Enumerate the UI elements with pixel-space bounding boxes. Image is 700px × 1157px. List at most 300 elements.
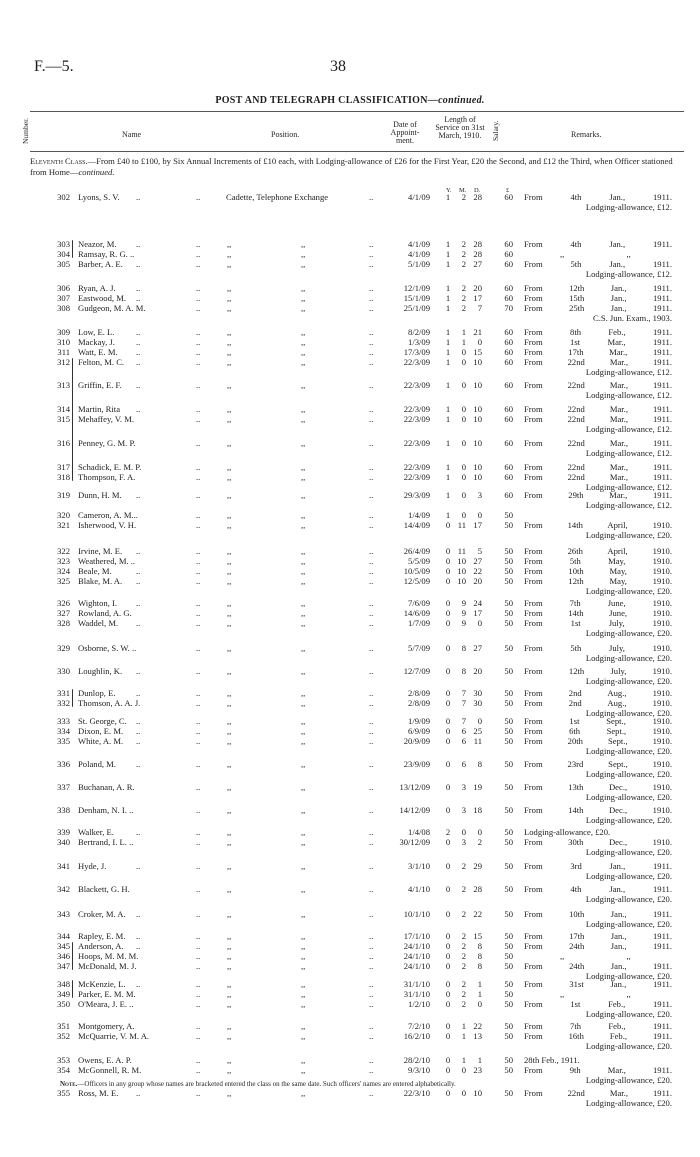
cell-date: 20/9/09	[403, 736, 430, 746]
cell-y: 1	[445, 303, 451, 313]
cell-sal: 60	[504, 327, 513, 337]
cell-rem-continued: Lodging-allowance, £20.	[585, 586, 672, 596]
cell-d: 10	[473, 414, 482, 424]
cell-sal: 60	[504, 462, 513, 472]
cell-rem: From 4th Jan., 1911.	[524, 884, 672, 894]
cell-d2: ..	[196, 861, 201, 871]
cell-rem-continued: Lodging-allowance, £20.	[585, 628, 672, 638]
cell-pos2: ,,	[301, 1021, 306, 1031]
table-row	[0, 837, 700, 857]
cell-pos1: ,,	[227, 827, 232, 837]
cell-pos1: ,,	[227, 239, 232, 249]
cell-pos2: ,,	[301, 283, 306, 293]
cell-y: 1	[445, 293, 451, 303]
cell-d3: ..	[369, 438, 374, 448]
cell-d1: ..	[136, 380, 141, 390]
cell-d3: ..	[369, 347, 374, 357]
cell-rem-continued: Lodging-allowance, £20.	[585, 792, 672, 802]
table-row	[0, 414, 700, 434]
cell-d3: ..	[369, 520, 374, 530]
cell-d3: ..	[369, 688, 374, 698]
cell-rem: From 4th Jan., 1911.	[524, 192, 672, 202]
cell-num: 320	[57, 510, 70, 520]
cell-num: 322	[57, 546, 70, 556]
cell-pos2: ,,	[301, 643, 306, 653]
cell-m: 0	[461, 1065, 466, 1075]
cell-date: 10/1/10	[403, 909, 430, 919]
cell-d3: ..	[369, 666, 374, 676]
cell-pos2: ,,	[301, 909, 306, 919]
cell-num: 316	[57, 438, 70, 448]
cell-d2: ..	[196, 576, 201, 586]
cell-d: 22	[473, 566, 482, 576]
cell-num: 310	[57, 337, 70, 347]
cell-d: 10	[473, 357, 482, 367]
cell-y: 0	[445, 556, 451, 566]
cell-name: Isherwood, V. H.	[78, 520, 137, 530]
cell-m: 10	[457, 556, 466, 566]
cell-name: Mackay, J.	[78, 337, 115, 347]
cell-name: Walker, E.	[78, 827, 114, 837]
cell-d2: ..	[196, 716, 201, 726]
cell-date: 28/2/10	[403, 1055, 430, 1065]
cell-pos1: ,,	[227, 989, 232, 999]
cell-sal: 50	[504, 827, 513, 837]
cell-d: 10	[473, 1088, 482, 1098]
cell-name: Hyde, J.	[78, 861, 107, 871]
cell-sal: 60	[504, 192, 513, 202]
cell-pos2: ,,	[301, 576, 306, 586]
table-row	[0, 688, 700, 698]
cell-name: Anderson, A.	[78, 941, 124, 951]
cell-rem: From 23rd Sept., 1910.	[524, 759, 672, 769]
cell-sal: 60	[504, 404, 513, 414]
cell-d: 0	[477, 618, 482, 628]
cell-num: 338	[57, 805, 70, 815]
cell-rem: ,, ,,	[560, 951, 631, 961]
cell-d3: ..	[369, 510, 374, 520]
cell-date: 25/1/09	[403, 303, 430, 313]
table-row	[0, 618, 700, 638]
cell-y: 0	[445, 1088, 451, 1098]
cell-d: 7	[477, 303, 482, 313]
cell-m: 7	[461, 698, 466, 708]
cell-d: 24	[473, 598, 482, 608]
cell-y: 1	[445, 472, 451, 482]
footnote	[60, 1080, 456, 1088]
column-header-number: Number.	[21, 117, 30, 145]
cell-d2: ..	[196, 989, 201, 999]
cell-pos2: ,,	[301, 1031, 306, 1041]
cell-pos1: ,,	[227, 716, 232, 726]
cell-date: 16/2/10	[403, 1031, 430, 1041]
cell-y: 0	[445, 941, 451, 951]
cell-d: 10	[473, 438, 482, 448]
cell-rem: From 12th May, 1910.	[524, 576, 672, 586]
cell-sal: 50	[504, 556, 513, 566]
cell-pos1: ,,	[227, 1021, 232, 1031]
cell-rem: From 7th Feb., 1911.	[524, 1021, 672, 1031]
cell-d2: ..	[196, 462, 201, 472]
cell-d1: ..	[136, 931, 141, 941]
cell-pos2: ,,	[301, 759, 306, 769]
cell-pos1: ,,	[227, 643, 232, 653]
cell-date: 8/2/09	[408, 327, 430, 337]
cell-rem: ,, ,,	[560, 989, 631, 999]
table-row	[0, 643, 700, 663]
cell-rem: From 1st Sept., 1910.	[524, 716, 672, 726]
cell-d2: ..	[196, 941, 201, 951]
cell-date: 24/1/10	[403, 951, 430, 961]
cell-num: 348	[57, 979, 70, 989]
class-description	[30, 156, 685, 177]
cell-y: 0	[445, 608, 451, 618]
note-lead: Note.	[60, 1080, 78, 1088]
cell-num: 319	[57, 490, 70, 500]
cell-rem: From 4th Jan., 1911.	[524, 239, 672, 249]
cell-pos1: ,,	[227, 726, 232, 736]
cell-d3: ..	[369, 909, 374, 919]
cell-pos1: ,,	[227, 520, 232, 530]
cell-num: 342	[57, 884, 70, 894]
cell-d3: ..	[369, 941, 374, 951]
cell-date: 13/12/09	[399, 782, 430, 792]
cell-rem-continued: Lodging-allowance, £20.	[585, 653, 672, 663]
cell-pos1: ,,	[227, 293, 232, 303]
cell-rem: From 5th July, 1910.	[524, 643, 672, 653]
cell-rem: From 24th Jan., 1911.	[524, 941, 672, 951]
cell-pos2: ,,	[301, 736, 306, 746]
cell-num: 324	[57, 566, 70, 576]
cell-num: 344	[57, 931, 70, 941]
table-row	[0, 490, 700, 510]
cell-date: 22/3/09	[403, 357, 430, 367]
cell-num: 317	[57, 462, 70, 472]
cell-sal: 60	[504, 414, 513, 424]
cell-d3: ..	[369, 472, 374, 482]
cell-d2: ..	[196, 520, 201, 530]
class-text: —From £40 to £100, by Six Annual Increments of £10 each, with Lodging-allowance of £26 for the First Year, £20 the Second, and £12 the Third, when Officer stationed from Home—	[30, 156, 673, 177]
cell-m: 2	[461, 884, 466, 894]
cell-pos1: ,,	[227, 462, 232, 472]
cell-d3: ..	[369, 1031, 374, 1041]
cell-rem-continued: Lodging-allowance, £20.	[585, 708, 672, 718]
cell-m: 7	[461, 716, 466, 726]
cell-m: 1	[461, 337, 466, 347]
cell-d1: ..	[136, 283, 141, 293]
cell-num: 349	[57, 989, 70, 999]
table-row	[0, 979, 700, 989]
cell-d2: ..	[196, 249, 201, 259]
cell-d2: ..	[196, 327, 201, 337]
cell-y: 1	[445, 462, 451, 472]
cell-date: 17/3/09	[403, 347, 430, 357]
cell-y: 0	[445, 805, 451, 815]
cell-sal: 50	[504, 989, 513, 999]
cell-name: McDonald, M. J.	[78, 961, 137, 971]
cell-d: 18	[473, 805, 482, 815]
document-title	[0, 95, 700, 106]
cell-d2: ..	[196, 698, 201, 708]
table-row	[0, 961, 700, 981]
cell-date: 5/7/09	[408, 643, 430, 653]
table-row	[0, 556, 700, 566]
table-row	[0, 759, 700, 779]
cell-d2: ..	[196, 782, 201, 792]
cell-pos2: ,,	[301, 688, 306, 698]
cell-rem-continued: Lodging-allowance, £12.	[585, 202, 672, 212]
cell-num: 353	[57, 1055, 70, 1065]
cell-pos1: ,,	[227, 837, 232, 847]
cell-m: 11	[457, 520, 466, 530]
cell-name: Beale, M.	[78, 566, 112, 576]
table-row	[0, 293, 700, 303]
cell-sal: 50	[504, 759, 513, 769]
cell-pos2: ,,	[301, 837, 306, 847]
cell-y: 0	[445, 1055, 451, 1065]
cell-pos1: ,,	[227, 782, 232, 792]
cell-d2: ..	[196, 688, 201, 698]
cell-y: 0	[445, 566, 451, 576]
cell-d3: ..	[369, 999, 374, 1009]
table-row	[0, 192, 700, 212]
cell-rem-continued: Lodging-allowance, £12.	[585, 448, 672, 458]
cell-name: Ross, M. E.	[78, 1088, 119, 1098]
cell-y: 0	[445, 884, 451, 894]
cell-rem-continued: Lodging-allowance, £20.	[585, 919, 672, 929]
cell-d: 20	[473, 576, 482, 586]
cell-d3: ..	[369, 249, 374, 259]
cell-d1: ..	[136, 736, 141, 746]
cell-d1: ..	[136, 909, 141, 919]
cell-pos2: ,,	[301, 239, 306, 249]
cell-d: 22	[473, 1021, 482, 1031]
cell-m: 0	[461, 380, 466, 390]
table-row	[0, 404, 700, 414]
cell-rem: From 17th Jan., 1911.	[524, 931, 672, 941]
cell-sal: 60	[504, 347, 513, 357]
cell-pos2: ,,	[301, 1088, 306, 1098]
cell-name: Griffin, E. F.	[78, 380, 122, 390]
cell-rem: From 12th Jan., 1911.	[524, 283, 672, 293]
cell-pos1: ,,	[227, 598, 232, 608]
cell-sal: 50	[504, 782, 513, 792]
cell-y: 0	[445, 782, 451, 792]
cell-m: 2	[461, 192, 466, 202]
cell-y: 0	[445, 643, 451, 653]
cell-d1: ..	[136, 239, 141, 249]
cell-sal: 50	[504, 909, 513, 919]
cell-d: 0	[477, 716, 482, 726]
cell-rem-continued: Lodging-allowance, £20.	[585, 1041, 672, 1051]
cell-rem-continued: Lodging-allowance, £20.	[585, 1075, 672, 1085]
cell-pos1: ,,	[227, 357, 232, 367]
cell-d: 28	[473, 249, 482, 259]
table-row	[0, 827, 700, 837]
cell-d: 30	[473, 698, 482, 708]
cell-num: 330	[57, 666, 70, 676]
cell-d1: ..	[136, 1088, 141, 1098]
cell-name: McGonnell, R. M.	[78, 1065, 142, 1075]
cell-m: 2	[461, 283, 466, 293]
cell-date: 22/3/09	[403, 380, 430, 390]
cell-pos2: ,,	[301, 259, 306, 269]
cell-y: 0	[445, 951, 451, 961]
group-bracket	[72, 689, 73, 707]
cell-d2: ..	[196, 759, 201, 769]
cell-pos1: ,,	[227, 941, 232, 951]
cell-d3: ..	[369, 239, 374, 249]
cell-y: 0	[445, 598, 451, 608]
cell-pos1: ,,	[227, 472, 232, 482]
cell-d: 28	[473, 192, 482, 202]
cell-name: Blake, M. A.	[78, 576, 123, 586]
cell-pos1: ,,	[227, 337, 232, 347]
page-number: 38	[330, 58, 346, 75]
cell-d2: ..	[196, 1065, 201, 1075]
cell-d2: ..	[196, 357, 201, 367]
cell-num: 307	[57, 293, 70, 303]
cell-rem: From 3rd Jan., 1911.	[524, 861, 672, 871]
cell-d1: ..	[136, 327, 141, 337]
cell-name: Lyons, S. V.	[78, 192, 120, 202]
cell-d2: ..	[196, 337, 201, 347]
table-row	[0, 283, 700, 293]
cell-name: Eastwood, M.	[78, 293, 126, 303]
cell-rem: From 26th April, 1910.	[524, 546, 672, 556]
cell-d3: ..	[369, 490, 374, 500]
cell-d: 10	[473, 404, 482, 414]
cell-pos1: ,,	[227, 999, 232, 1009]
cell-d2: ..	[196, 546, 201, 556]
table-row	[0, 380, 700, 400]
cell-pos2: ,,	[301, 303, 306, 313]
cell-sal: 50	[504, 726, 513, 736]
cell-d3: ..	[369, 357, 374, 367]
cell-num: 347	[57, 961, 70, 971]
cell-y: 1	[445, 327, 451, 337]
cell-d2: ..	[196, 1088, 201, 1098]
cell-rem: From 13th Dec., 1910.	[524, 782, 672, 792]
cell-y: 0	[445, 1065, 451, 1075]
cell-d2: ..	[196, 347, 201, 357]
cell-d: 23	[473, 1065, 482, 1075]
cell-d2: ..	[196, 510, 201, 520]
cell-d2: ..	[196, 380, 201, 390]
cell-d: 28	[473, 884, 482, 894]
cell-pos1: ,,	[227, 884, 232, 894]
cell-d: 10	[473, 462, 482, 472]
cell-num: 351	[57, 1021, 70, 1031]
cell-pos2: ,,	[301, 472, 306, 482]
cell-rem-continued: Lodging-allowance, £20.	[585, 871, 672, 881]
cell-sal: 60	[504, 337, 513, 347]
cell-sal: 50	[504, 510, 513, 520]
cell-pos1: ,,	[227, 1088, 232, 1098]
cell-num: 313	[57, 380, 70, 390]
cell-d3: ..	[369, 643, 374, 653]
cell-d3: ..	[369, 327, 374, 337]
cell-pos1: ,,	[227, 303, 232, 313]
cell-y: 0	[445, 759, 451, 769]
cell-d1: ..	[136, 576, 141, 586]
column-header-length: Length of Service on 31st March, 1910.	[435, 115, 485, 140]
cell-d2: ..	[196, 999, 201, 1009]
cell-d: 19	[473, 782, 482, 792]
cell-pos2: ,,	[301, 931, 306, 941]
cell-sal: 50	[504, 941, 513, 951]
column-header-name: Name	[122, 130, 142, 139]
cell-date: 4/1/09	[408, 249, 430, 259]
cell-d: 17	[473, 293, 482, 303]
cell-d3: ..	[369, 404, 374, 414]
cell-rem: From 17th Mar., 1911.	[524, 347, 672, 357]
cell-pos2: ,,	[301, 989, 306, 999]
cell-d2: ..	[196, 404, 201, 414]
cell-pos2: ,,	[301, 884, 306, 894]
cell-m: 0	[461, 347, 466, 357]
column-header-date: Date of Appoint-ment.	[390, 120, 420, 145]
cell-sal: 50	[504, 716, 513, 726]
cell-rem: From 14th Dec., 1910.	[524, 805, 672, 815]
cell-date: 1/4/09	[408, 510, 430, 520]
cell-date: 12/7/09	[403, 666, 430, 676]
cell-rem-continued: Lodging-allowance, £20.	[585, 815, 672, 825]
cell-m: 2	[461, 951, 466, 961]
cell-y: 0	[445, 716, 451, 726]
cell-date: 1/7/09	[408, 618, 430, 628]
cell-d: 20	[473, 666, 482, 676]
class-suffix: continued.	[78, 166, 115, 177]
cell-num: 327	[57, 608, 70, 618]
cell-d3: ..	[369, 546, 374, 556]
cell-date: 31/1/10	[403, 979, 430, 989]
table-row	[0, 347, 700, 357]
cell-d: 10	[473, 380, 482, 390]
cell-pos1: ,,	[227, 666, 232, 676]
cell-d: 0	[477, 999, 482, 1009]
cell-sal: 50	[504, 961, 513, 971]
cell-d2: ..	[196, 1031, 201, 1041]
cell-num: 304	[57, 249, 70, 259]
cell-d3: ..	[369, 827, 374, 837]
group-bracket	[72, 980, 73, 998]
cell-rem: From 9th Mar., 1911.	[524, 1065, 672, 1075]
cell-name: Loughlin, K.	[78, 666, 123, 676]
cell-rem: From 2nd Aug., 1910.	[524, 688, 672, 698]
table-row	[0, 1021, 700, 1031]
cell-m: 11	[457, 546, 466, 556]
cell-d3: ..	[369, 805, 374, 815]
cell-d2: ..	[196, 909, 201, 919]
cell-name: Croker, M. A.	[78, 909, 126, 919]
cell-pos1: ,,	[227, 861, 232, 871]
cell-m: 6	[461, 759, 466, 769]
cell-y: 0	[445, 618, 451, 628]
cell-pos1: ,,	[227, 347, 232, 357]
cell-pos1: ,,	[227, 759, 232, 769]
cell-sal: 60	[504, 490, 513, 500]
cell-num: 337	[57, 782, 70, 792]
cell-date: 14/4/09	[403, 520, 430, 530]
cell-name: Buchanan, A. R.	[78, 782, 135, 792]
cell-pos2: ,,	[301, 556, 306, 566]
cell-pos2: ,,	[301, 698, 306, 708]
cell-sal: 50	[504, 999, 513, 1009]
cell-sal: 50	[504, 951, 513, 961]
cell-sal: 50	[504, 666, 513, 676]
cell-d3: ..	[369, 566, 374, 576]
